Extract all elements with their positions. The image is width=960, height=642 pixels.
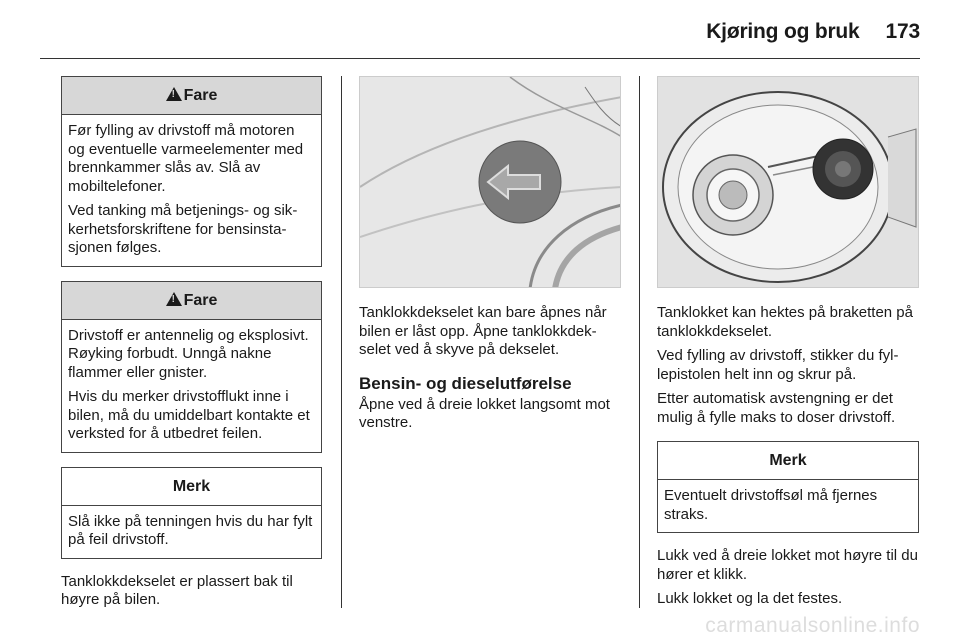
paragraph: Tanklokkdekselet kan bare åpnes når bilen er låst opp. Åpne tanklokkdekselet ved å skyve på dekselet. — [359, 304, 607, 358]
warning-triangle-icon — [166, 292, 182, 306]
column-left — [61, 76, 322, 616]
note-box-header: Merk — [658, 442, 918, 480]
fuel-cap-illustration — [657, 76, 919, 288]
paragraph: Ved fylling av drivstoff, stikker du fyllepistolen helt inn og skrur på. — [657, 347, 899, 383]
warning-triangle-icon — [166, 87, 182, 101]
column-right — [657, 76, 919, 615]
note-box-header: Merk — [62, 468, 321, 506]
danger-box-body — [62, 320, 321, 452]
paragraph: Tanklokket kan hektes på braketten på tanklokkdekselet. — [657, 304, 913, 340]
note-box-body: Slå ikke på tenningen hvis du har fylt på feil drivstoff. — [68, 512, 313, 548]
paragraph: Etter automatisk avstengning er det mulig å fylle maks to doser drivstoff. — [657, 390, 896, 426]
paragraph: Tanklokkdekselet er plassert bak til høyre på bilen. — [61, 572, 293, 608]
danger-box-header: !Fare — [62, 282, 321, 320]
section-heading: Bensin- og dieselutførelse — [359, 373, 572, 393]
paragraph: Ved tanking må betjenings- og sikkerhetsforskriftene for bensinstasjonen følges. — [68, 202, 298, 256]
paragraph: Lukk ved å dreie lokket mot høyre til du hører et klikk. — [657, 547, 918, 583]
danger-box-body — [62, 115, 321, 266]
paragraph: Lukk lokket og la det festes. — [657, 590, 843, 607]
column-divider — [639, 76, 640, 608]
header-rule — [40, 58, 920, 59]
danger-box-2 — [61, 281, 322, 453]
note-box-body: Eventuelt drivstoffsøl må fjernes straks. — [664, 487, 878, 523]
page-number: 173 — [885, 20, 920, 43]
paragraph: Før fylling av drivstoff må motoren og eventuelle varmeelementer med brennkammer slås av. Slå av mobiltelefoner. — [68, 122, 304, 195]
danger-box-1 — [61, 76, 322, 267]
column-middle — [359, 76, 621, 439]
column-divider — [341, 76, 342, 608]
section-title: Kjøring og bruk — [706, 20, 860, 43]
page-header — [706, 20, 920, 44]
fuel-flap-illustration — [359, 76, 621, 288]
paragraph: Drivstoff er antennelig og eksplosivt. Røyking forbudt. Unngå nakne flammer eller gnister. — [68, 326, 309, 381]
danger-box-header: !Fare — [62, 77, 321, 115]
note-box — [657, 441, 919, 533]
paragraph: Åpne ved å dreie lokket langsomt mot venstre. — [359, 395, 610, 431]
note-box — [61, 467, 322, 559]
paragraph: Hvis du merker drivstofflukt inne i bilen, må du umiddelbart kontakte et verksted for å utbedret feilen. — [68, 388, 310, 442]
watermark: carmanualsonline.info — [705, 614, 920, 637]
